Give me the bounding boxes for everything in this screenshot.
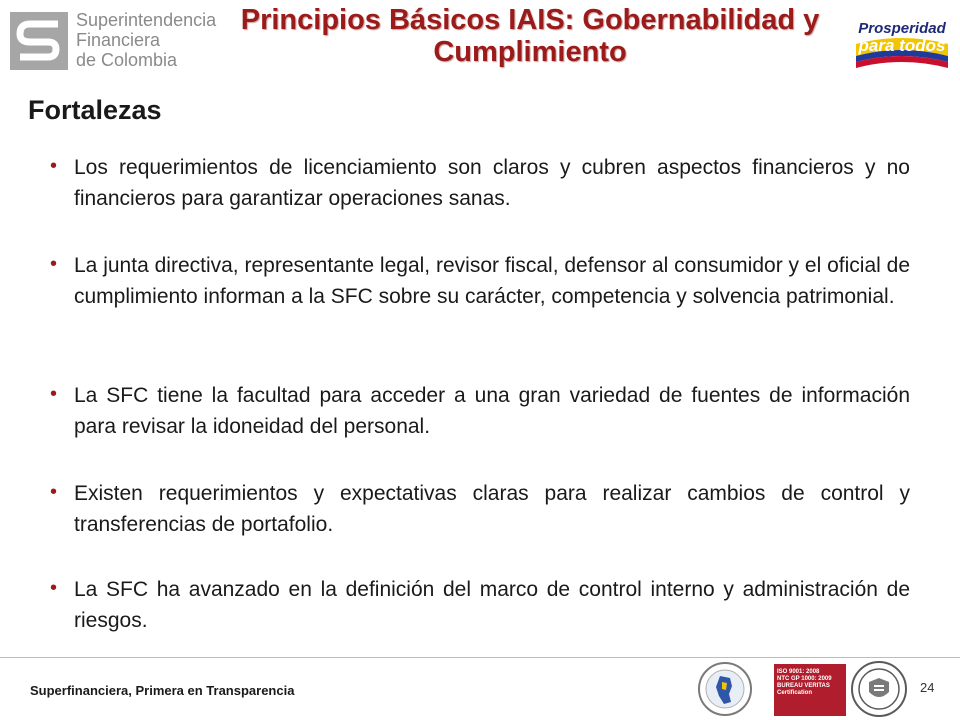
sfc-logo-line: Financiera [76,30,161,50]
colombia-map-seal-icon [696,660,754,718]
sfc-logo-mark-icon [8,10,70,72]
bullet-text: Los requerimientos de licenciamiento son claros y cubren aspectos financieros y no financieros para garantizar operaciones sanas. [74,156,910,210]
bullet-icon: • [50,383,58,405]
section-heading: Fortalezas [28,95,162,125]
bullet-icon: • [50,253,58,275]
bullet-text: Existen requerimientos y expectativas claras para realizar cambios de control y transferencias de portafolio. [74,482,910,536]
iso-badge-line: Certification [777,690,813,696]
bullet-icon: • [50,577,58,599]
iso-badge-line: BUREAU VERITAS [777,683,830,689]
sfc-logo-text [76,10,216,70]
prosperidad-line: para todos [858,36,946,55]
bullet-text: La junta directiva, representante legal, revisor fiscal, defensor al consumidor y el oficial de cumplimiento informan a la SFC sobre su carácter, competencia y solvencia patrimonial. [74,254,910,308]
page-number: 24 [920,680,935,695]
bureau-veritas-seal-icon [850,660,908,718]
prosperidad-logo-text [852,20,952,54]
bullet-icon: • [50,481,58,503]
sfc-logo-line: de Colombia [76,50,178,70]
bullet-icon: • [50,155,58,177]
footer-tagline: Superfinanciera, Primera en Transparencia [30,683,295,698]
slide-title: Principios Básicos IAIS: Gobernabilidad y Cumplimiento [240,4,820,68]
prosperidad-logo [852,14,952,70]
footer-divider [0,657,960,658]
bullet-text: La SFC ha avanzado en la definición del marco de control interno y administración de riesgos. [74,578,910,632]
sfc-logo [8,8,228,74]
iso-badge-line: ISO 9001: 2008 [777,669,820,675]
iso-badge-line: NTC GP 1000: 2009 [777,676,832,682]
bullet-text: La SFC tiene la facultad para acceder a una gran variedad de fuentes de información para revisar la idoneidad del personal. [74,384,910,438]
iso-certification-badge [774,664,846,716]
sfc-logo-line: Superintendencia [76,10,217,30]
prosperidad-line: Prosperidad [858,20,946,37]
